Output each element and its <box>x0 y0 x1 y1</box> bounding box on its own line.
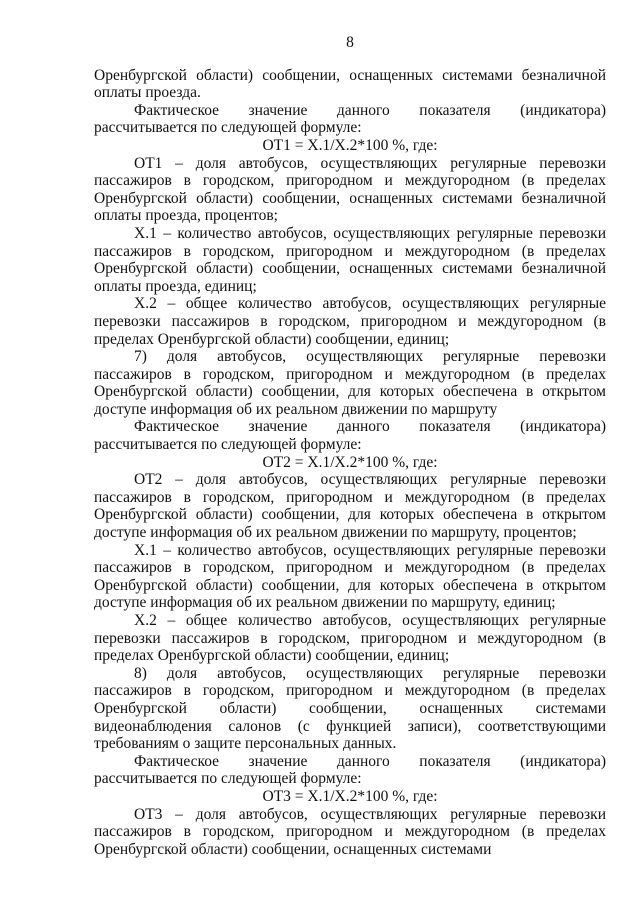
formula-ot2: ОТ2 = Х.1/Х.2*100 %, где: <box>262 453 438 471</box>
formula-ot3: ОТ3 = Х.1/Х.2*100 %, где: <box>262 787 438 805</box>
definition-x2: Х.2 – общее количество автобусов, осуществляющих регулярные перевозки пассажиров в городском, пригородном и междугородном (в пределах Оренбургской области) сообщении, единиц; <box>94 295 606 348</box>
paragraph-formula-intro: Фактическое значение данного показателя (индикатора) рассчитывается по следующей формуле: <box>94 418 606 454</box>
paragraph-formula-intro: Фактическое значение данного показателя (индикатора) рассчитывается по следующей формуле: <box>94 101 606 137</box>
page-number: 8 <box>346 34 354 51</box>
definition-ot3: ОТ3 – доля автобусов, осуществляющих регулярные перевозки пассажиров в городском, пригородном и междугородном (в пределах Оренбургской области) сообщении, оснащенных системами <box>94 805 606 858</box>
definition-ot2: ОТ2 – доля автобусов, осуществляющих регулярные перевозки пассажиров в городском, пригородном и междугородном (в пределах Оренбургской области) сообщении, для которых обеспечена в открытом доступе информация об их реальном движении по маршруту, процентов; <box>94 471 606 542</box>
definition-x1: Х.1 – количество автобусов, осуществляющих регулярные перевозки пассажиров в городском, пригородном и междугородном (в пределах Оренбургской области) сообщении, оснащенных системами безналичной оплаты проезда, единиц; <box>94 224 606 295</box>
definition-x1: Х.1 – количество автобусов, осуществляющих регулярные перевозки пассажиров в городском, пригородном и междугородном (в пределах Оренбургской области) сообщении, для которых обеспечена в открытом доступе информация об их реальном движении по маршруту, единиц; <box>94 541 606 612</box>
paragraph-formula-intro: Фактическое значение данного показателя (индикатора) рассчитывается по следующей формуле: <box>94 752 606 788</box>
paragraph-continuation: Оренбургской области) сообщении, оснащенных системами безналичной оплаты проезда. <box>94 66 606 102</box>
indicator-item-8: 8) доля автобусов, осуществляющих регулярные перевозки пассажиров в городском, пригородном и междугородном (в пределах Оренбургской области) сообщении, оснащенных системами видеонаблюдения салонов (с функцией записи), соответствующими требованиям о защите персональных данных. <box>94 664 606 753</box>
definition-x2: Х.2 – общее количество автобусов, осуществляющих регулярные перевозки пассажиров в городском, пригородном и междугородном (в пределах Оренбургской области) сообщении, единиц; <box>94 612 606 665</box>
definition-ot1: ОТ1 – доля автобусов, осуществляющих регулярные перевозки пассажиров в городском, пригородном и междугородном (в пределах Оренбургской области) сообщении, оснащенных системами безналичной оплаты проезда, процентов; <box>94 154 606 225</box>
indicator-item-7: 7) доля автобусов, осуществляющих регулярные перевозки пассажиров в городском, пригородном и междугородном (в пределах Оренбургской области) сообщении, для которых обеспечена в открытом доступе информация об их реальном движении по маршруту <box>94 348 606 418</box>
formula-ot1: ОТ1 = Х.1/Х.2*100 %, где: <box>262 136 438 154</box>
